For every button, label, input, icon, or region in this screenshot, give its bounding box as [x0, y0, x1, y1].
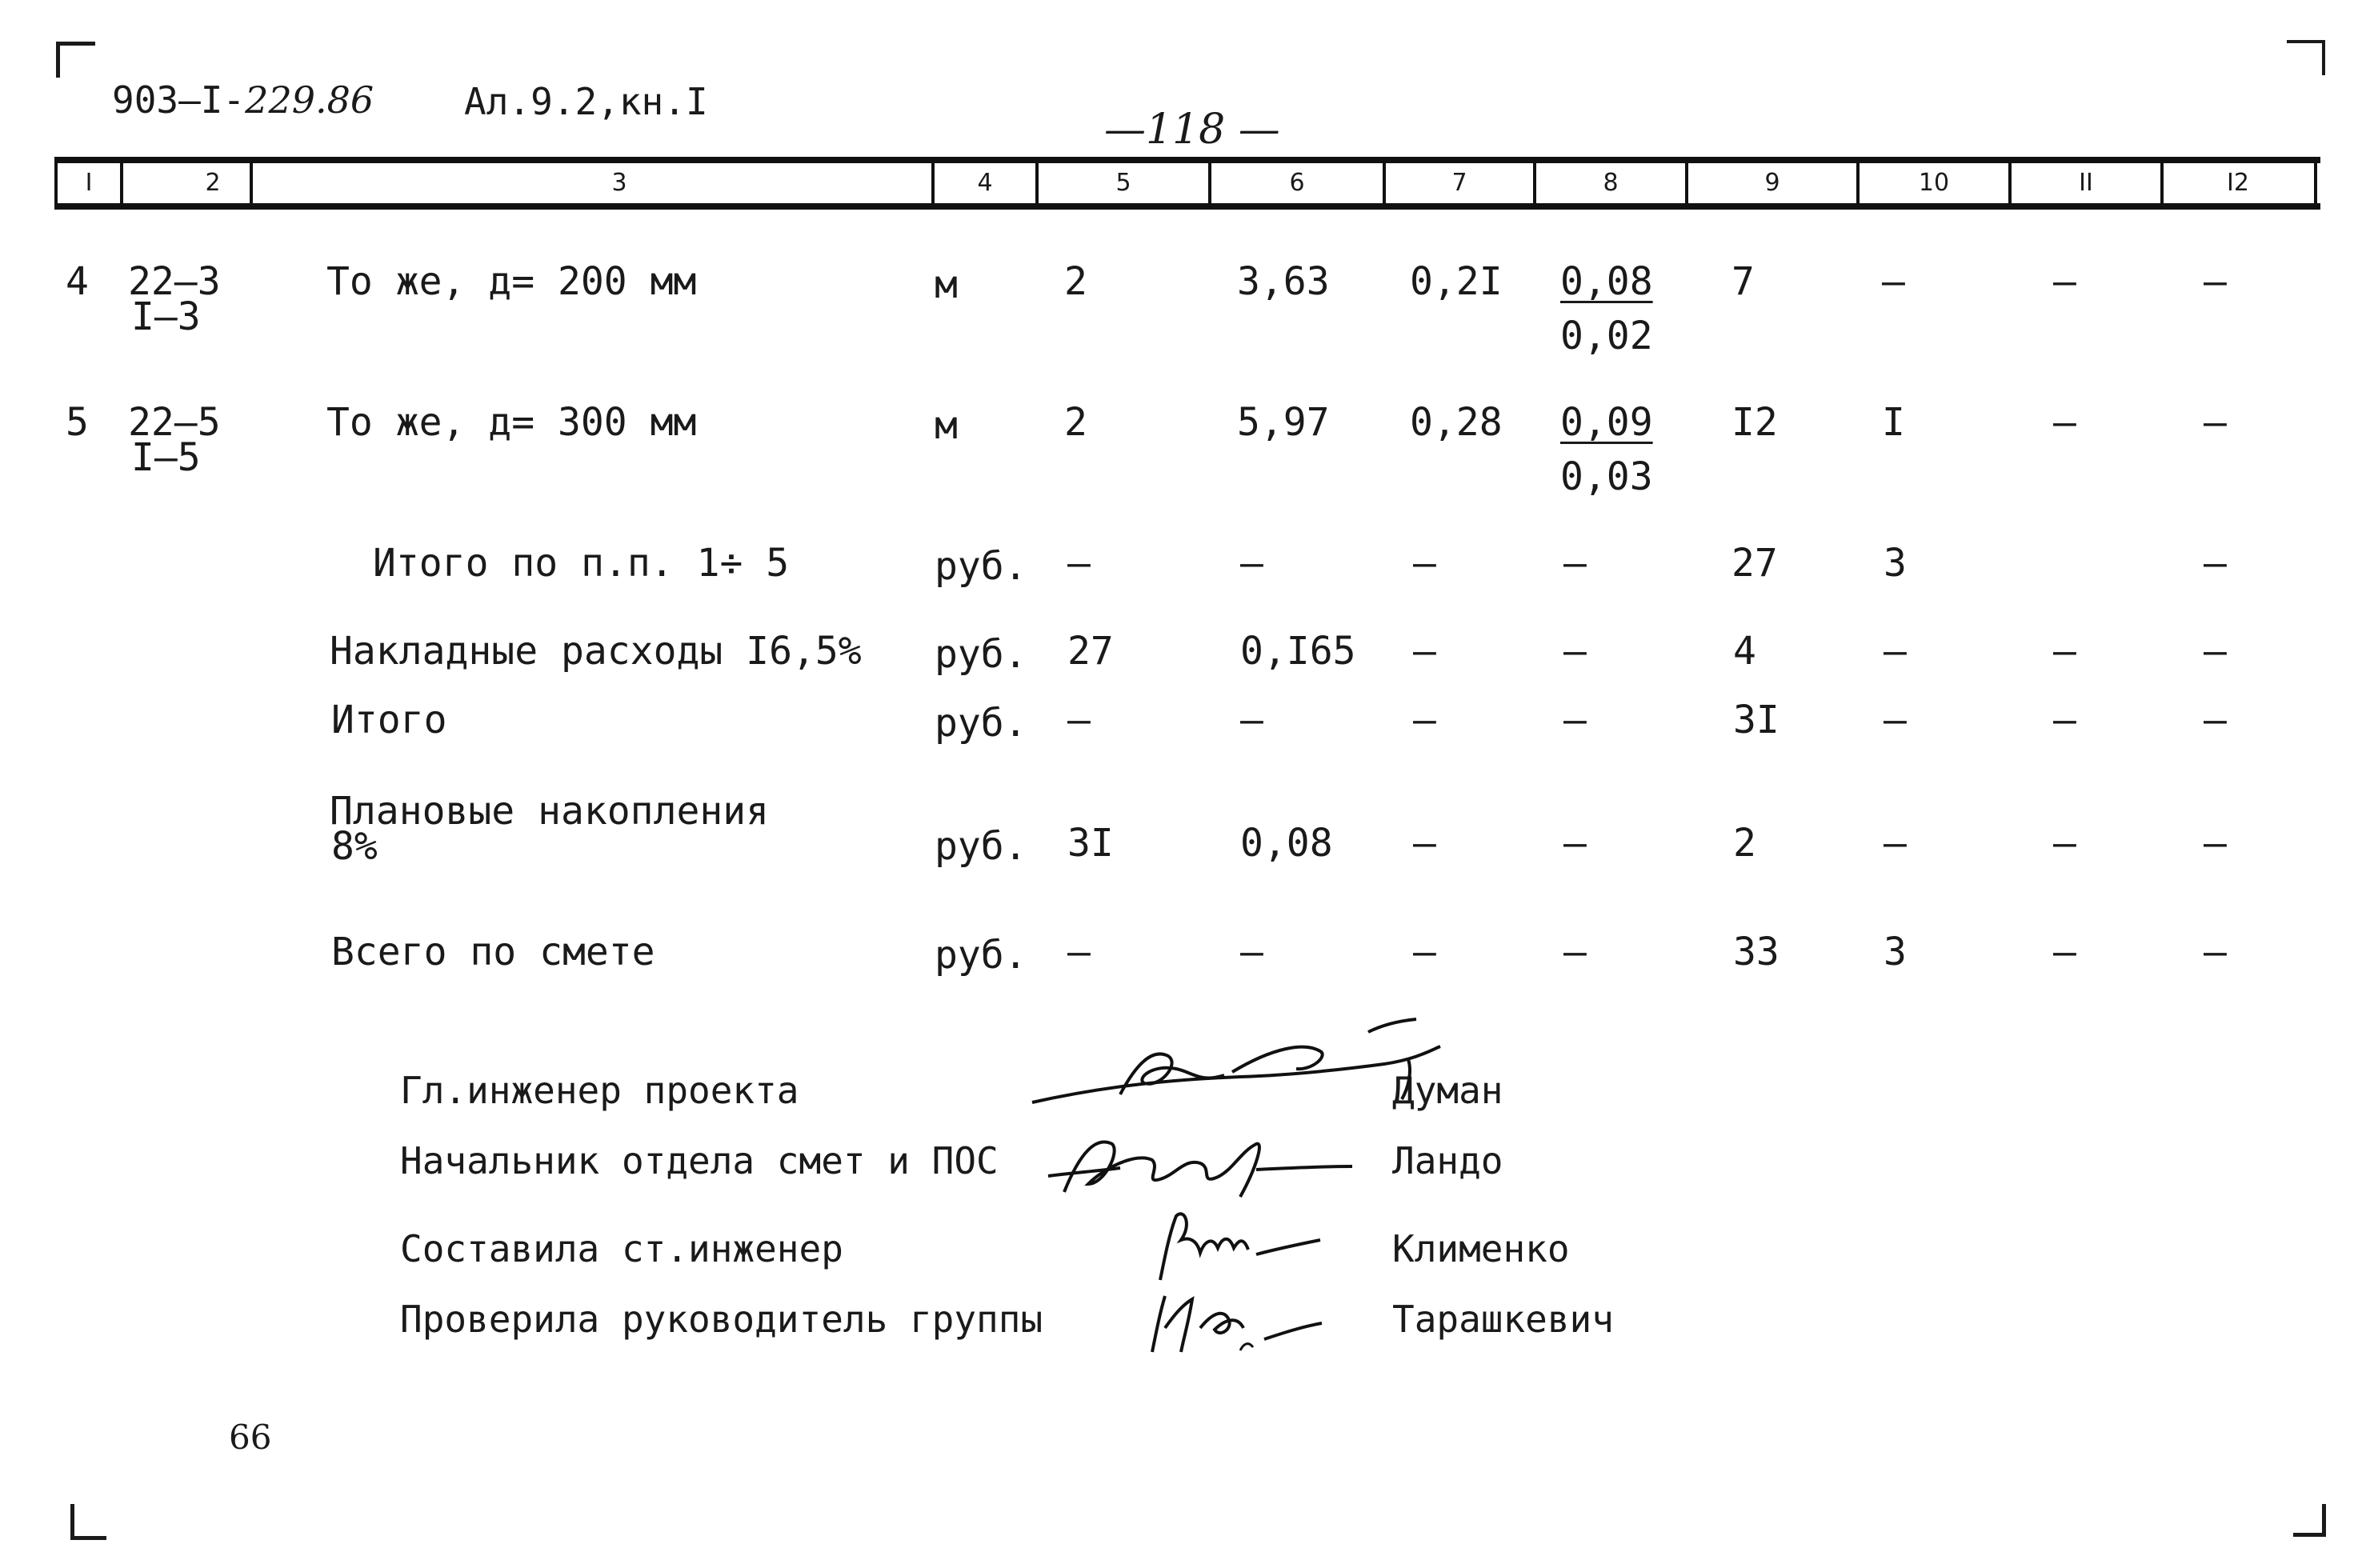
cell-col7: –: [1413, 698, 1436, 742]
cell-col7: –: [1413, 930, 1436, 974]
rate-code-bottom: I–5: [131, 435, 201, 480]
signature-role: Начальник отдела смет и ПОС: [400, 1139, 999, 1182]
row-number: 5: [66, 400, 89, 445]
cell-col5: 2: [1064, 259, 1087, 304]
cell-col10: 3: [1884, 541, 1907, 586]
signature-role: Проверила руководитель группы: [400, 1298, 1043, 1341]
cell-col10: I: [1882, 400, 1905, 445]
cell-col10: –: [1884, 698, 1907, 742]
document-code-number: 229.86: [245, 78, 374, 122]
summary-unit: руб.: [935, 632, 1027, 677]
summary-label: Итого: [331, 698, 447, 742]
cell-col6: 3,63: [1237, 259, 1330, 304]
cell-col10: 3: [1884, 930, 1907, 974]
summary-label: Всего по смете: [331, 930, 655, 974]
cell-col8-bottom: 0,02: [1560, 314, 1653, 358]
signature-role: Составила ст.инженер: [400, 1227, 843, 1270]
cell-col8: –: [1563, 541, 1587, 586]
column-header-band: [54, 157, 2320, 210]
column-header-12: I2: [2227, 169, 2249, 197]
signature-name: Ландо: [1392, 1139, 1503, 1182]
cell-col6: –: [1240, 541, 1263, 586]
cell-col9: 27: [1731, 541, 1778, 586]
cell-col12: –: [2204, 400, 2227, 445]
handwritten-signature-2: [1040, 1120, 1360, 1211]
cell-col12: –: [2204, 821, 2227, 866]
cell-col7: –: [1413, 541, 1436, 586]
corner-mark-top-left: [56, 42, 95, 78]
cell-col8: –: [1563, 821, 1587, 866]
cell-col12: –: [2204, 629, 2227, 674]
cell-col10: –: [1884, 629, 1907, 674]
column-header-11: II: [2079, 169, 2093, 197]
column-header-3: 3: [611, 169, 627, 197]
summary-label-percent: 8%: [331, 824, 378, 869]
cell-col8: –: [1563, 930, 1587, 974]
summary-unit: руб.: [935, 824, 1027, 869]
cell-col5: –: [1067, 541, 1091, 586]
cell-col9: 2: [1733, 821, 1756, 866]
cell-col5: –: [1067, 698, 1091, 742]
cell-col9: I2: [1731, 400, 1778, 445]
corner-mark-top-right: [2287, 40, 2325, 75]
cell-col5: 2: [1064, 400, 1087, 445]
corner-mark-bottom-right: [2293, 1504, 2326, 1537]
cell-col10: –: [1882, 259, 1905, 304]
cell-col12: –: [2204, 698, 2227, 742]
cell-col12: –: [2204, 259, 2227, 304]
column-header-10: 10: [1918, 169, 1950, 197]
signature-name: Думан: [1392, 1069, 1503, 1112]
footer-number: 66: [229, 1418, 272, 1457]
column-header-1: I: [85, 169, 93, 197]
cell-col11: –: [2053, 400, 2076, 445]
cell-col11: –: [2053, 821, 2076, 866]
cell-col5: –: [1067, 930, 1091, 974]
item-name: То же, д= 200 мм: [326, 259, 697, 304]
document-code-prefix: 903–I-: [112, 78, 246, 122]
summary-label: Плановые накопления: [330, 789, 770, 834]
signature-name: Тарашкевич: [1392, 1298, 1614, 1341]
signature-role: Гл.инженер проекта: [400, 1069, 799, 1112]
column-header-9: 9: [1764, 169, 1780, 197]
cell-col5: 3I: [1067, 821, 1114, 866]
cell-col7: 0,2I: [1410, 259, 1503, 304]
cell-col9: 4: [1733, 629, 1756, 674]
cell-col5: 27: [1067, 629, 1114, 674]
cell-col8-bottom: 0,03: [1560, 454, 1653, 499]
album-reference: Ал.9.2,кн.I: [464, 80, 708, 123]
cell-col7: –: [1413, 821, 1436, 866]
cell-col9: 7: [1731, 259, 1755, 304]
cell-col6: 0,08: [1240, 821, 1333, 866]
cell-col11: –: [2053, 698, 2076, 742]
summary-label: Накладные расходы I6,5%: [330, 629, 862, 674]
signature-name: Клименко: [1392, 1227, 1570, 1270]
cell-col9: 3I: [1733, 698, 1780, 742]
item-name: То же, д= 300 мм: [326, 400, 697, 445]
column-header-8: 8: [1603, 169, 1619, 197]
column-header-4: 4: [977, 169, 993, 197]
handwritten-signature-3: [1152, 1208, 1328, 1291]
document-code: [112, 78, 374, 122]
column-header-5: 5: [1115, 169, 1131, 197]
cell-col7: –: [1413, 629, 1436, 674]
corner-mark-bottom-left: [70, 1504, 106, 1540]
cell-col8-top: 0,09: [1560, 400, 1653, 445]
handwritten-signature-1: [1032, 1000, 1448, 1115]
summary-unit: руб.: [935, 933, 1027, 978]
cell-col6: 5,97: [1237, 400, 1330, 445]
summary-unit: руб.: [935, 544, 1027, 589]
column-divider: [2314, 163, 2317, 203]
page-number: —118 —: [1104, 106, 1280, 154]
column-header-6: 6: [1289, 169, 1305, 197]
cell-col11: –: [2053, 930, 2076, 974]
cell-col7: 0,28: [1410, 400, 1503, 445]
summary-label: Итого по п.п. 1÷ 5: [373, 541, 790, 586]
rate-code-top: 22–5: [128, 400, 221, 445]
cell-col6: 0,I65: [1240, 629, 1356, 674]
rate-code-top: 22–3: [128, 259, 221, 304]
cell-col8: –: [1563, 698, 1587, 742]
cell-col11: –: [2053, 259, 2076, 304]
cell-col6: –: [1240, 930, 1263, 974]
cell-col8-top: 0,08: [1560, 259, 1653, 304]
column-header-2: 2: [205, 169, 221, 197]
cell-col9: 33: [1733, 930, 1780, 974]
cell-col12: –: [2204, 541, 2227, 586]
cell-col8: –: [1563, 629, 1587, 674]
summary-unit: руб.: [935, 701, 1027, 746]
row-number: 4: [66, 259, 89, 304]
handwritten-signature-4: [1136, 1280, 1328, 1371]
rate-code-bottom: I–3: [131, 294, 201, 339]
cell-col10: –: [1884, 821, 1907, 866]
cell-col12: –: [2204, 930, 2227, 974]
unit: м: [935, 403, 958, 448]
column-header-7: 7: [1451, 169, 1467, 197]
cell-col11: –: [2053, 629, 2076, 674]
unit: м: [935, 262, 958, 307]
cell-col6: –: [1240, 698, 1263, 742]
